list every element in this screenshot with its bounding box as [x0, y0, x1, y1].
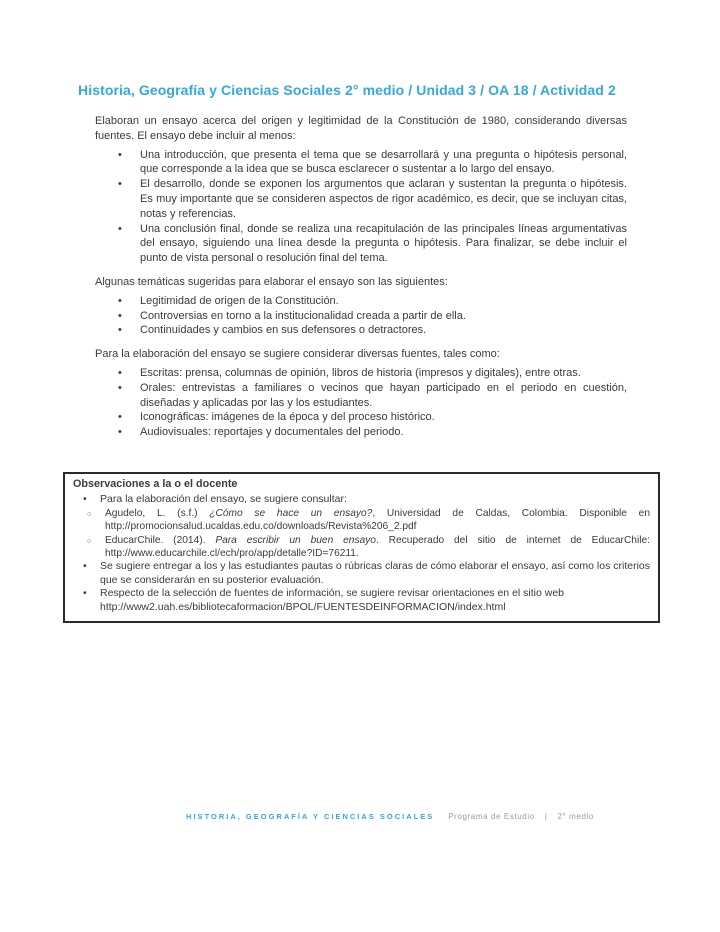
list-item: • Legitimidad de origen de la Constitución. [95, 294, 627, 309]
footer-divider: | [544, 812, 548, 821]
list-item: • Escritas: prensa, columnas de opinión, libros de historia (impresos y digitales), entre otras. [95, 366, 627, 381]
teacher-observations-box [63, 472, 660, 623]
topics-list [95, 294, 627, 338]
citation-item [73, 534, 650, 561]
citation-source: . Recuperado del sitio de internet de EducarChile: http://www.educarchile.cl/ech/pro/app/detalle?ID=76211. [105, 534, 650, 560]
list-item: • Continuidades y cambios en sus defensores o detractores. [95, 323, 627, 338]
list-item: • Audiovisuales: reportajes y documentales del periodo. [95, 425, 627, 440]
sources-intro-paragraph: Para la elaboración del ensayo se sugiere considerar diversas fuentes, tales como: [95, 348, 500, 361]
observation-item: • Respecto de la selección de fuentes de información, se sugiere revisar orientaciones en el sitio web http://www2.uah.es/bibliotecaformacion/BPOL/FUENTESDEINFORMACION/index.html [73, 587, 650, 614]
essay-structure-list [95, 148, 627, 266]
activity-intro-paragraph: Elaboran un ensayo acerca del origen y legitimidad de la Constitución de 1980, considerando diversas fuentes. El ensayo debe incluir al menos: [95, 115, 627, 142]
list-item: • El desarrollo, donde se exponen los argumentos que aclaran y sustentan la pregunta o hipótesis. Es muy importante que se consideren aspectos de rigor académico, es decir, que se incluyan citas, notas y referencias. [95, 177, 627, 221]
list-item: • Orales: entrevistas a familiares o vecinos que hayan participado en el periodo en cuestión, diseñadas y aplicadas por las y los estudiantes. [95, 381, 627, 411]
list-item: • Controversias en torno a la institucionalidad creada a partir de ella. [95, 309, 627, 324]
citation-author: EducarChile. (2014). [105, 534, 216, 546]
page-title: Historia, Geografía y Ciencias Sociales 2° medio / Unidad 3 / OA 18 / Actividad 2 [78, 82, 616, 98]
citation-work-title: Para escribir un buen ensayo [215, 534, 376, 546]
list-item: • Una introducción, que presenta el tema que se desarrollará y una pregunta o hipótesis personal, que corresponde a la idea que se busca esclarecer o sustentar a lo largo del ensayo. [95, 148, 627, 178]
citation-work-title: ¿Cómo se hace un ensayo? [209, 507, 373, 519]
observation-item: • Para la elaboración del ensayo, se sugiere consultar: [73, 493, 650, 506]
citation-item [73, 507, 650, 534]
list-item: • Iconográficas: imágenes de la época y del proceso histórico. [95, 410, 627, 425]
page-footer [0, 812, 720, 821]
list-item: • Una conclusión final, donde se realiza una recapitulación de las principales líneas argumentativas del ensayo, siguiendo una línea desde la pregunta o hipótesis. Para finalizar, se debe incluir el punto de vista personal o resolución final del tema. [95, 222, 627, 266]
sources-list [95, 366, 627, 440]
activity-body [95, 114, 627, 449]
footer-subject-label: HISTORIA, GEOGRAFÍA Y CIENCIAS SOCIALES [186, 812, 435, 821]
footer-grade-label: 2° medio [557, 812, 594, 821]
observations-title: Observaciones a la o el docente [73, 478, 238, 490]
observation-item: • Se sugiere entregar a los y las estudiantes pautas o rúbricas claras de cómo elaborar el ensayo, así como los criterios que se considerarán en su posterior evaluación. [73, 560, 650, 587]
citation-source: , Universidad de Caldas, Colombia. Disponible en http://promocionsalud.ucaldas.edu.co/downloads/Revista%206_2.pdf [105, 507, 651, 533]
citation-author: Agudelo, L. (s.f.) [105, 507, 210, 519]
footer-program-info [448, 812, 594, 821]
footer-program-label: Programa de Estudio [448, 812, 535, 821]
topics-intro-paragraph: Algunas temáticas sugeridas para elaborar el ensayo son las siguientes: [95, 275, 448, 288]
